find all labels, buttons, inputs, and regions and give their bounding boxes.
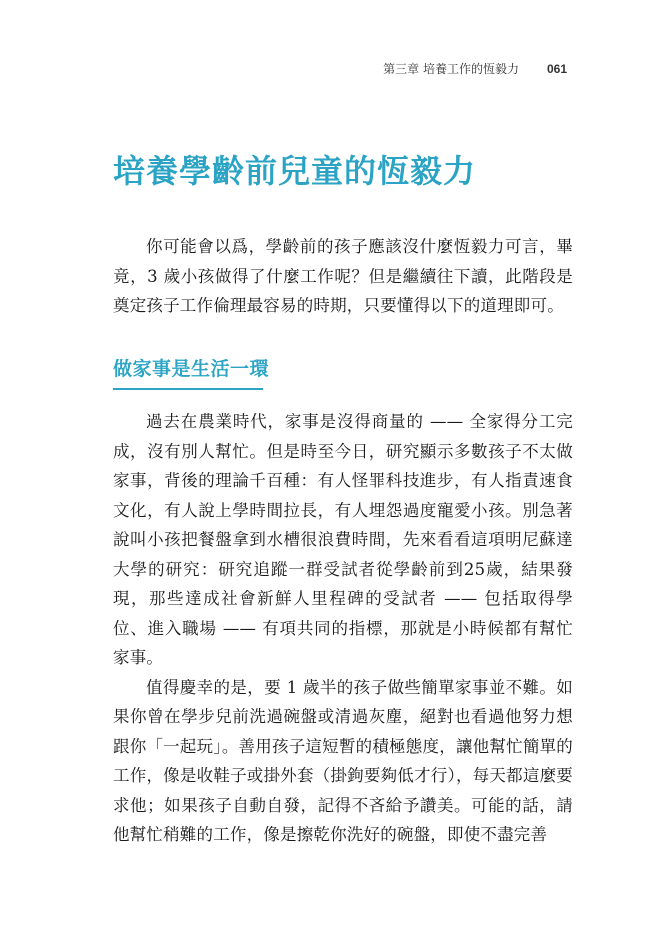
intro-block	[113, 232, 573, 321]
section-heading	[113, 354, 269, 390]
body-paragraph-1: 過去在農業時代，家事是沒得商量的 —— 全家得分工完成，沒有別人幫忙。但是時至今日，研究顯示多數孩子不太做家事，背後的理論千百種：有人怪罪科技進步，有人指責速食文化，有人說上學時間拉長，有人埋怨過度寵愛小孩。別急著說叫小孩把餐盤拿到水槽很浪費時間，先來看看這項明尼蘇達大學的研究：研究追蹤一群受試者從學齡前到25歲，結果發現，那些達成社會新鮮人里程碑的受試者 —— 包括取得學位、進入職場 —— 有項共同的指標，那就是小時候都有幫忙家事。	[113, 412, 573, 667]
section-heading-text: 做家事是生活一環	[113, 358, 270, 380]
section-heading-rule	[113, 388, 263, 390]
body-paragraph-2: 值得慶幸的是，要 1 歲半的孩子做些簡單家事並不難。如果你曾在學步兒前洗過碗盤或清過灰塵，絕對也看過他努力想跟你「一起玩」。善用孩子這短暫的積極態度，讓他幫忙簡單的工作，像是收鞋子或掛外套（掛鉤要夠低才行），每天都這麼要求他；如果孩子自動自發，記得不吝給予讚美。可能的話，請他幫忙稍難的工作，像是擦乾你洗好的碗盤，即使不盡完善	[113, 677, 573, 844]
page-number: 061	[546, 62, 567, 76]
intro-paragraph: 你可能會以爲，學齡前的孩子應該沒什麼恆毅力可言，畢竟，3 歲小孩做得了什麼工作呢？但是繼續往下讀，此階段是奠定孩子工作倫理最容易的時期，只要懂得以下的道理即可。	[113, 237, 573, 315]
running-head	[383, 60, 567, 77]
chapter-label: 第三章 培養工作的恆毅力	[383, 62, 519, 76]
section-body	[113, 407, 573, 850]
page-title: 培養學齡前兒童的恆毅力	[113, 152, 477, 190]
